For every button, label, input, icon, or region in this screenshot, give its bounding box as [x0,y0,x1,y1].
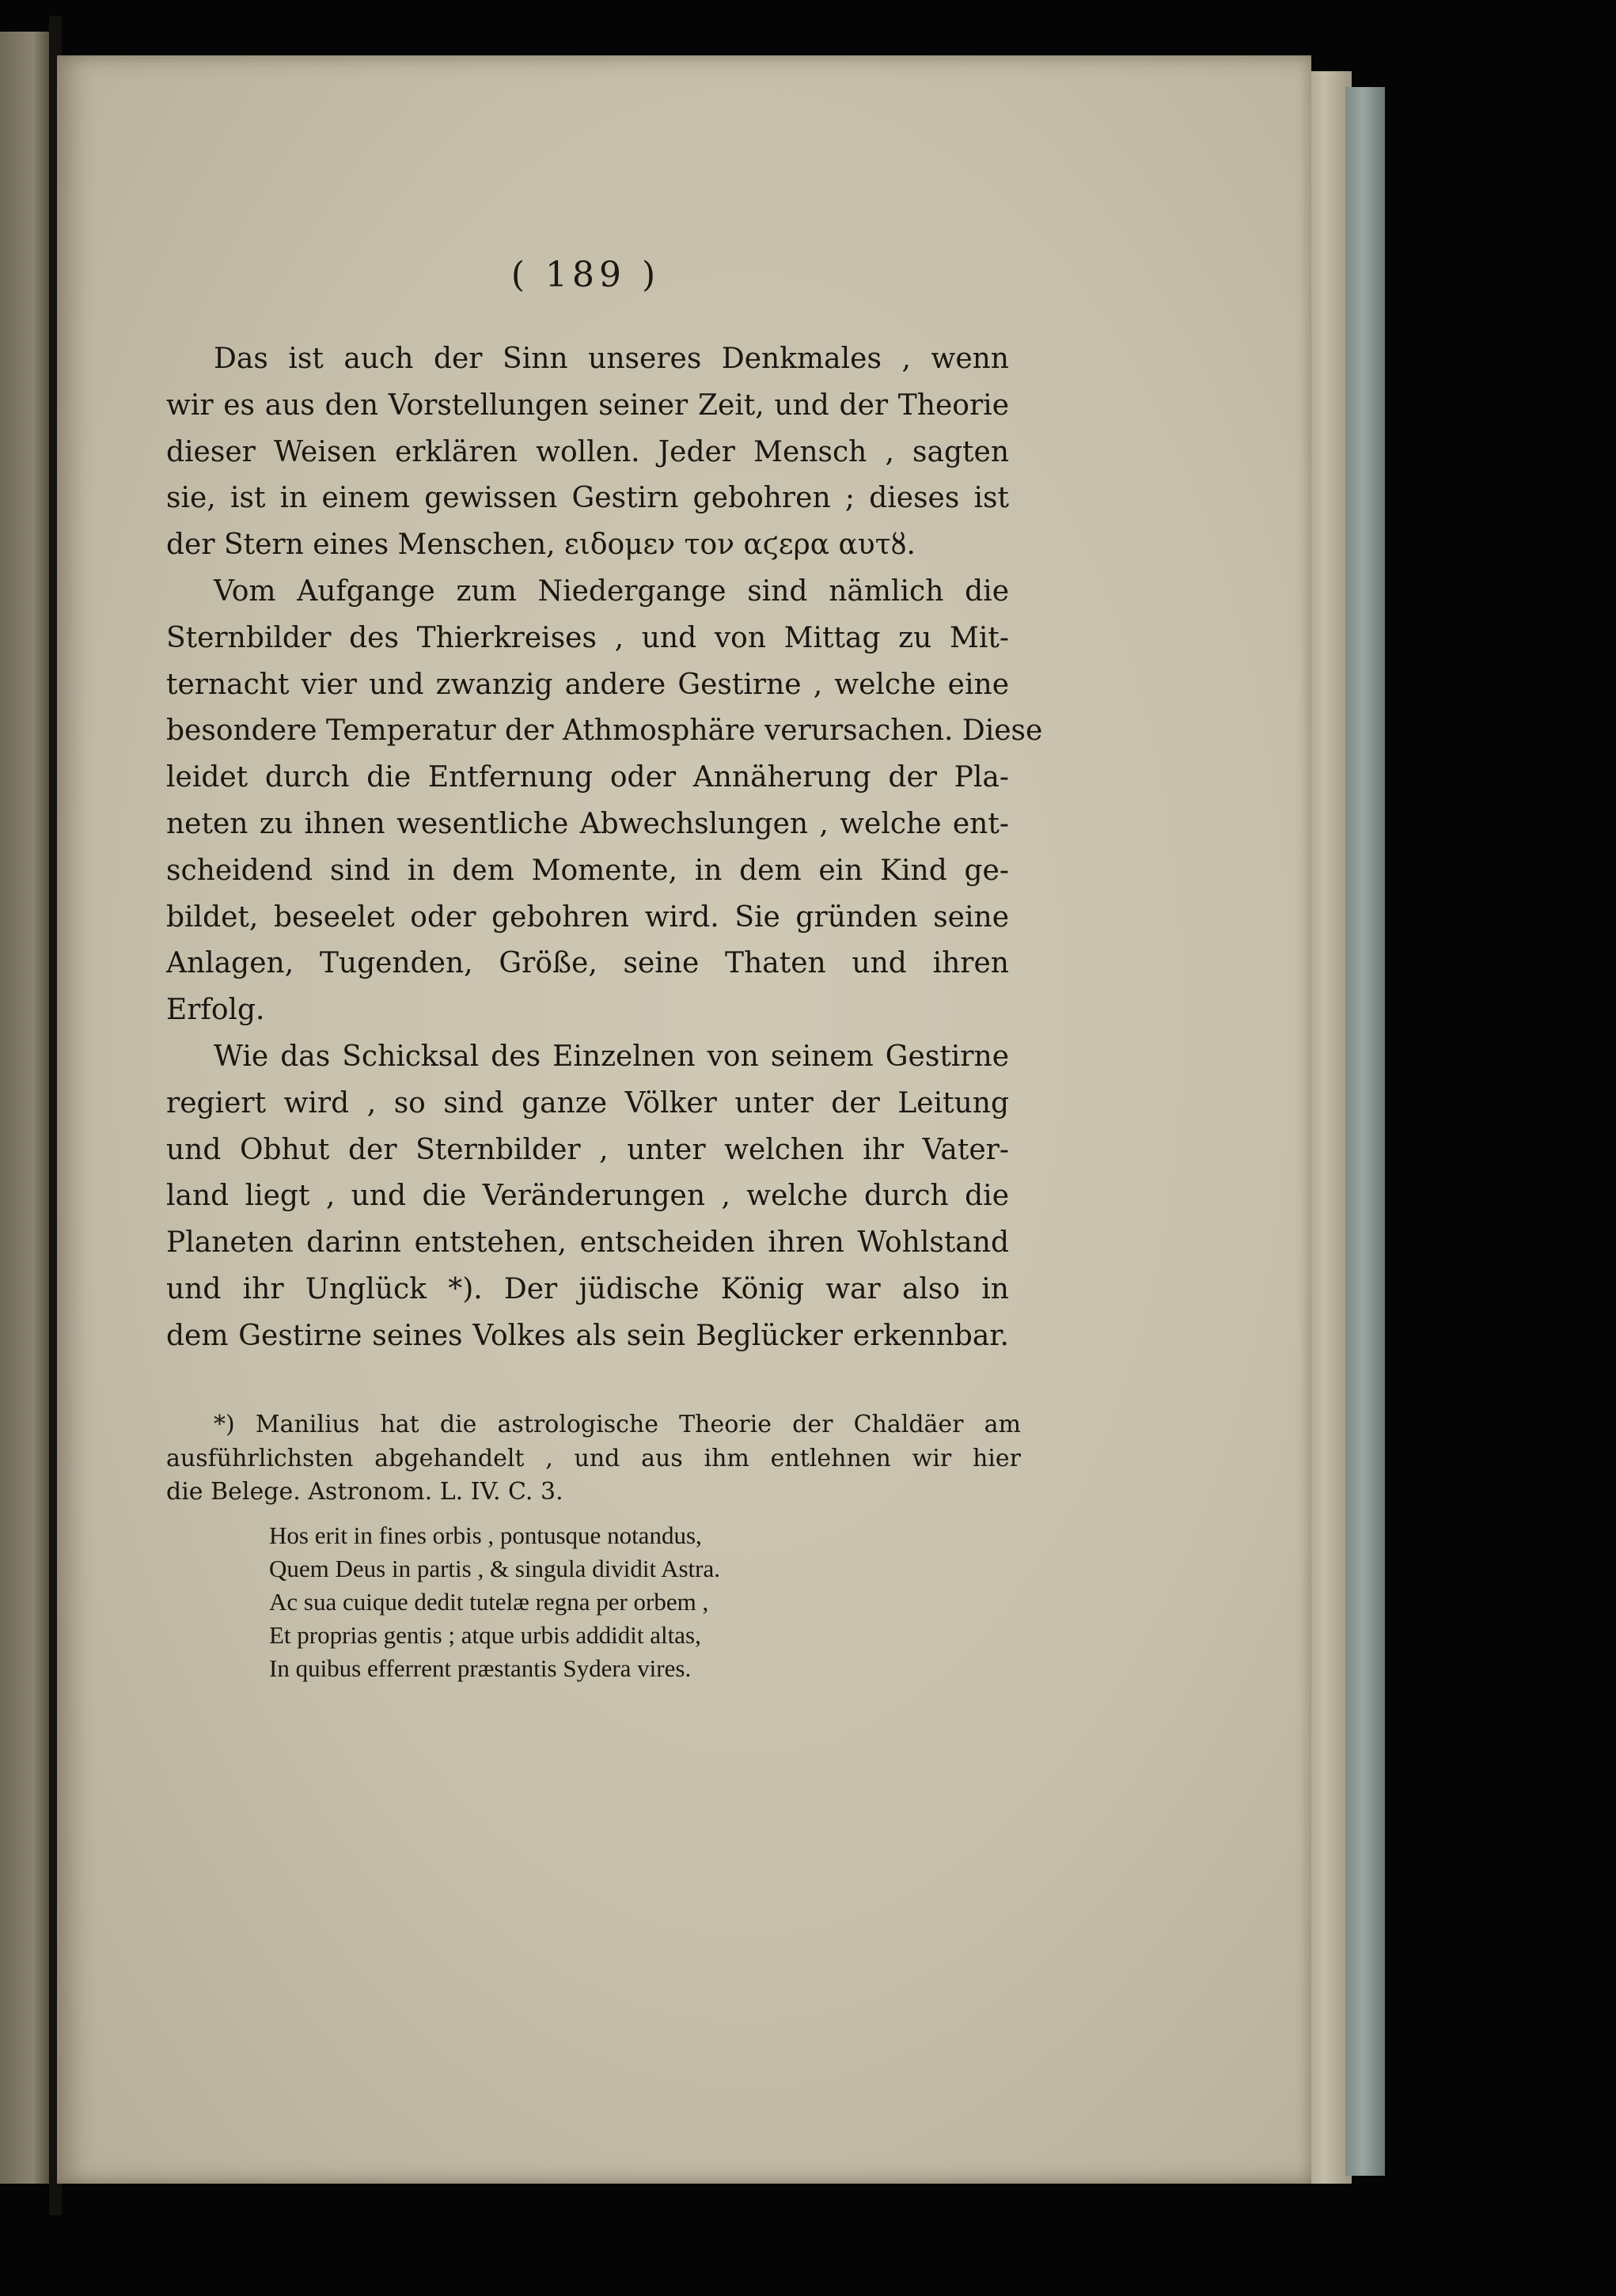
text-line: scheidend sind in dem Momente, in dem ein Kind ge- [166,854,1009,887]
verse-line: Ac sua cuique dedit tutelæ regna per orbem , [269,1588,709,1616]
footnote-line: *) Manilius hat die astrologische Theorie der Chaldäer am [214,1411,1021,1438]
text-line: und ihr Unglück *). Der jüdische König war also in [166,1272,1009,1305]
text-line: dem Gestirne seines Volkes als sein Beglücker erkennbar. [166,1319,1009,1352]
page-number: ( 189 ) [510,255,661,295]
book-cover-edge [1345,87,1385,2176]
text-line: ternacht vier und zwanzig andere Gestirne , welche eine [166,668,1009,701]
text-line: der Stern eines Menschen, ειδομεν τον αϛερα αυτȣ. [166,529,916,562]
text-line: wir es aus den Vorstellungen seiner Zeit, und der Theorie [166,388,1009,422]
latin-verse-quote [269,1519,886,1685]
footnote-line: ausführlichsten abgehandelt , und aus ihm entlehnen wir hier [166,1444,1021,1472]
text-line: Anlagen, Tugenden, Größe, seine Thaten und ihren [166,947,1009,980]
text-line: Planeten darinn entstehen, entscheiden ihren Wohlstand [166,1226,1009,1260]
text-line: bildet, beseelet oder gebohren wird. Sie gründen seine [166,900,1009,934]
main-text [166,336,1043,1360]
text-line: leidet durch die Entfernung oder Annäherung der Pla- [166,761,1009,794]
footnote [166,1408,1021,1510]
text-line: land liegt , und die Veränderungen , welche durch die [166,1180,1009,1213]
text-line: Vom Aufgange zum Niedergange sind nämlich die [214,574,1009,608]
text-line: Erfolg. [166,994,265,1027]
footnote-line: die Belege. Astronom. L. IV. C. 3. [166,1478,563,1506]
verse-line: Et proprias gentis ; atque urbis addidit altas, [269,1621,701,1649]
left-page-edge [0,32,55,2184]
verse-line: Hos erit in fines orbis , pontusque notandus, [269,1521,702,1549]
verse-line: In quibus efferrent præstantis Sydera vires. [269,1654,692,1682]
text-line: Sternbilder des Thierkreises , und von Mittag zu Mit- [166,621,1009,654]
text-line: Wie das Schicksal des Einzelnen von seinem Gestirne [214,1040,1009,1073]
text-line: regiert wird , so sind ganze Völker unter der Leitung [166,1086,1009,1120]
text-line: sie, ist in einem gewissen Gestirn gebohren ; dieses ist [166,482,1009,515]
text-line: Das ist auch der Sinn unseres Denkmales , wenn [214,343,1009,375]
text-line: dieser Weisen erklären wollen. Jeder Mensch , sagten [166,435,1009,468]
verse-line: Quem Deus in partis , & singula dividit Astra. [269,1555,721,1582]
text-line: und Obhut der Sternbilder , unter welchen ihr Vater- [166,1133,1009,1166]
text-line: neten zu ihnen wesentliche Abwechslungen , welche ent- [166,807,1009,840]
text-line: besondere Temperatur der Athmosphäre verursachen. Diese [166,714,1043,748]
